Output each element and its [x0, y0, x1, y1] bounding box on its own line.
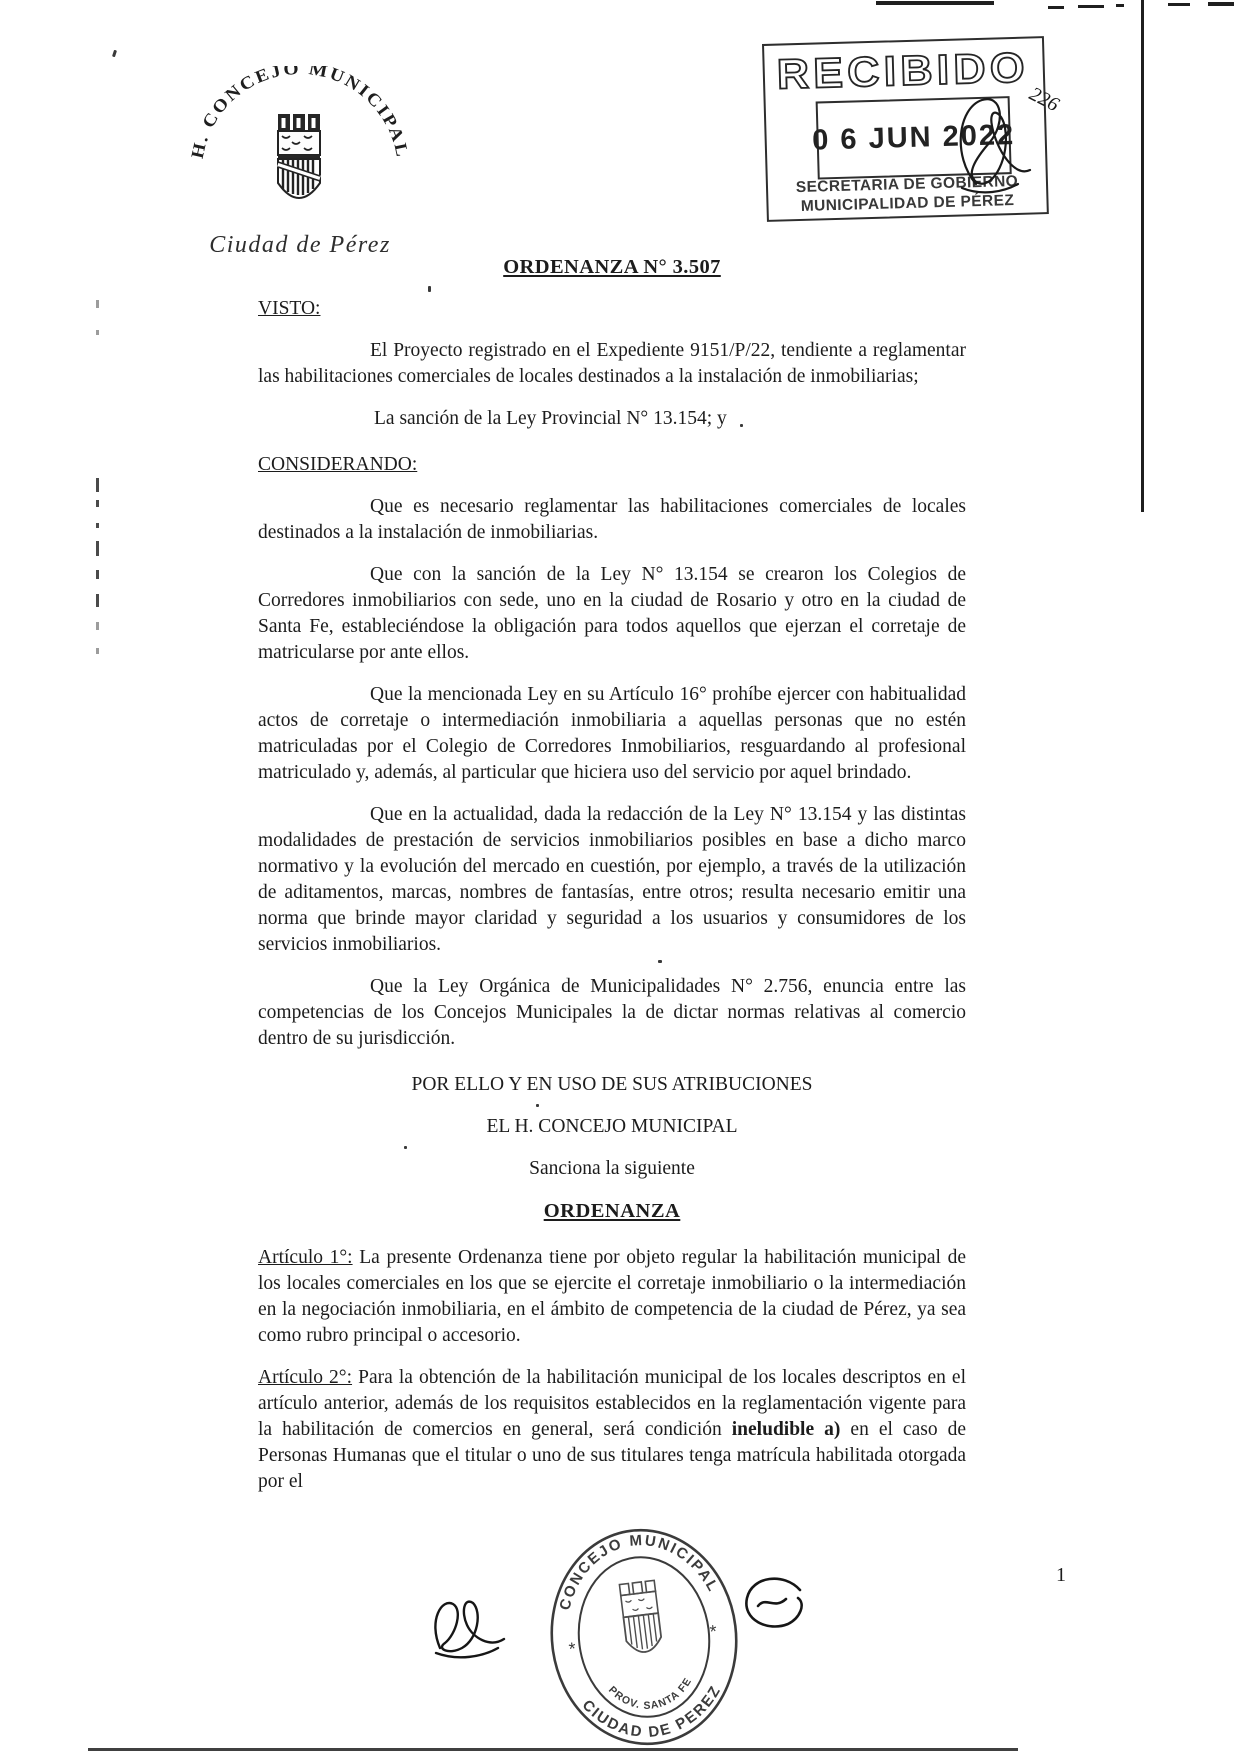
scan-artifact-margin-mark — [96, 478, 99, 492]
signature-flourish-icon — [740, 1574, 810, 1638]
signature-icon — [426, 1590, 524, 1664]
scan-artifact-speck — [536, 1104, 539, 1107]
sanciona-line: Sanciona la siguiente — [529, 1158, 695, 1179]
council-seal-icon — [533, 1513, 755, 1761]
considerando-paragraph: Que con la sanción de la Ley N° 13.154 se crearon los Colegios de Corredores inmobiliarios con sede, uno en la ciudad de Rosario y otro en la ciudad de Santa Fe, estableciéndose la obligación para todos aquellos que ejerzan el corretaje de matricularse por ante ellos. — [258, 564, 966, 663]
stamp-office-line: SECRETARIA DE GOBIERNO — [795, 172, 1019, 197]
seal-right-star: * — [708, 1621, 719, 1642]
ordinance-document — [258, 254, 966, 1511]
seal-top-text: CONCEJO MUNICIPAL — [556, 1531, 722, 1613]
seal-inner-text: PROV. SANTA FE — [605, 1675, 695, 1712]
scan-artifact-dash — [1048, 6, 1064, 9]
ordinance-title: ORDENANZA N° 3.507 — [503, 256, 721, 278]
scan-artifact-speck — [404, 1146, 407, 1149]
article-1-label: Artículo 1°: — [258, 1247, 353, 1268]
scan-artifact-dash — [1078, 5, 1104, 8]
visto-paragraph: El Proyecto registrado en el Expediente 9151/P/22, tendiente a reglamentar las habilitaciones comerciales de locales destinados a la instalación de inmobiliarias; — [258, 340, 966, 387]
svg-text:CONCEJO MUNICIPAL — [548, 1522, 722, 1614]
coat-of-arms-icon — [178, 66, 422, 266]
logo-arc-text: H. CONCEJO MUNICIPAL — [186, 66, 413, 161]
page-number: 1 — [1056, 1564, 1066, 1586]
scan-artifact-bottom-line — [88, 1748, 1018, 1751]
date-stamp-text: 0 6 JUN 2022 — [811, 118, 1016, 157]
seal-left-star: * — [567, 1638, 578, 1660]
signature-icon — [942, 56, 1072, 206]
considerando-section-label: CONSIDERANDO: — [258, 454, 418, 475]
scan-artifact-speck — [112, 50, 117, 58]
scan-artifact-margin-mark — [96, 500, 99, 507]
article-2-label: Artículo 2°: — [258, 1367, 353, 1388]
scan-artifact-dash — [1208, 2, 1234, 6]
shield-icon — [278, 114, 320, 198]
considerando-paragraph: Que es necesario reglamentar las habilitaciones comerciales de locales destinados a la instalación de inmobiliarias. — [258, 496, 966, 543]
scan-artifact-right-line — [1141, 0, 1144, 512]
scan-artifact-margin-mark — [96, 523, 99, 528]
seal-bottom-text: CIUDAD DE PEREZ — [578, 1682, 725, 1742]
svg-text:PROV. SANTA FE — [605, 1674, 697, 1717]
stamp-annotation-number: 226 — [1025, 82, 1063, 117]
scan-artifact-speck — [428, 286, 431, 292]
visto-section-label: VISTO: — [258, 298, 321, 319]
stamp-municipality-line: MUNICIPALIDAD DE PÉREZ — [800, 192, 1015, 215]
visto-paragraph: La sanción de la Ley Provincial N° 13.154; y — [374, 408, 727, 429]
considerando-paragraph: Que la mencionada Ley en su Artículo 16° prohíbe ejercer con habitualidad actos de corretaje o intermediación inmobiliaria a aquellas personas que no estén matriculadas por el Colegio de Corredores Inmobiliarios, resguardando al profesional matriculado y, además, al particular que hiciera uso del servicio por aquel brindado. — [258, 684, 966, 783]
scan-artifact-dash — [1116, 4, 1124, 7]
scan-artifact-top-line — [876, 1, 994, 5]
scan-artifact-dash — [1168, 3, 1190, 6]
scan-artifact-margin-mark — [96, 648, 99, 654]
por-ello-line: POR ELLO Y EN USO DE SUS ATRIBUCIONES — [411, 1074, 813, 1095]
scan-artifact-margin-mark — [96, 541, 99, 556]
considerando-paragraph: Que la Ley Orgánica de Municipalidades N° 2.756, enuncia entre las competencias de los Concejos Municipales la de dictar normas relativas al comercio dentro de su jurisdicción. — [258, 976, 966, 1049]
scan-artifact-margin-mark — [96, 594, 99, 607]
scan-artifact-margin-mark — [96, 622, 99, 630]
ordenanza-heading: ORDENANZA — [543, 1200, 681, 1222]
scan-artifact-margin-mark — [96, 300, 99, 308]
scan-artifact-speck — [740, 424, 743, 427]
council-line: EL H. CONCEJO MUNICIPAL — [486, 1116, 738, 1137]
article-2: Artículo 2°: Para la obtención de la habilitación municipal de los locales descriptos en el artículo anterior, además de los requisitos establecidos en la reglamentación vigente para la habilitación de comercios en general, será condición ineludible a) en el caso de Personas Humanas que el titular o uno de sus titulares tenga matrícula habilitada otorgada por el — [258, 1367, 966, 1492]
scan-artifact-margin-mark — [96, 330, 99, 335]
scan-artifact-speck — [658, 960, 662, 963]
seal-shield-icon — [619, 1580, 662, 1654]
scan-artifact-margin-mark — [96, 570, 99, 579]
received-stamp-text: RECIBIDO — [776, 43, 1015, 98]
logo-caption: Ciudad de Pérez — [209, 232, 391, 258]
considerando-paragraph: Que en la actualidad, dada la redacción de la Ley N° 13.154 y las distintas modalidades de prestación de servicios inmobiliarios posibles en base a dicho marco normativo y la evolución del mercado en cuestión, por ejemplo, a través de la utilización de aditamentos, marcas, nombres de fantasías, entre otros; resulta necesario emitir una norma que brinde mayor claridad y seguridad a los usuarios y consumidores de los servicios inmobiliarios. — [258, 804, 966, 955]
article-1: Artículo 1°: La presente Ordenanza tiene por objeto regular la habilitación municipal de los locales comerciales en los que se ejercite el corretaje inmobiliario o la intermediación en la negociación inmobiliaria, en el ámbito de competencia de la ciudad de Pérez, ya sea como rubro principal o accesorio. — [258, 1247, 966, 1346]
municipal-logo — [178, 66, 422, 266]
svg-text:CIUDAD DE PEREZ — [577, 1680, 729, 1749]
